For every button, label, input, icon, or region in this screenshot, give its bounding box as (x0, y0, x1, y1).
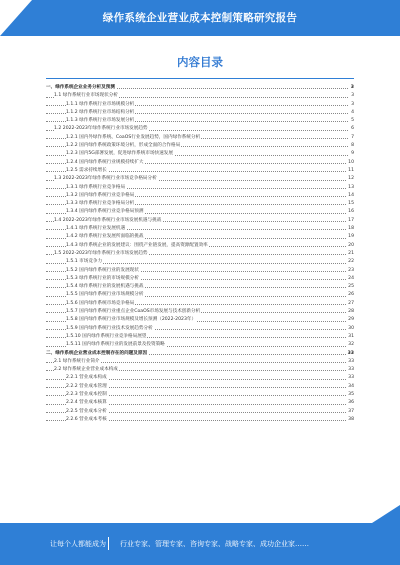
toc-entry-label: 1.5.2 国内绿作系统行业的发展现状 (66, 267, 140, 275)
toc-entry-page: 29 (347, 316, 354, 324)
toc-entry[interactable] (46, 192, 354, 200)
toc-entry-page: 17 (347, 217, 354, 225)
toc-entry-label: 2.2.5 营业成本分析 (66, 408, 108, 416)
toc-entry-label: 1.5.5 国内绿作系统行业市场规模分析 (66, 291, 144, 299)
toc-entry[interactable] (46, 84, 354, 92)
footer-slogan-right: 行业专家、管理专家、咨询专家、战略专家、成功企业家…… (120, 540, 309, 548)
toc-entry-page: 10 (347, 159, 354, 167)
toc-entry-label: 1.3 2022-2023年绿作系统行业市场竞争格局分析 (54, 175, 158, 183)
toc-entry-page: 28 (347, 308, 354, 316)
toc-entry-page: 21 (347, 250, 354, 258)
toc-entry-label: 1.3.1 绿作系统行业竞争格局 (66, 184, 126, 192)
footer-slogan-left: 让每个人都能成为 (50, 540, 106, 548)
toc-entry[interactable] (46, 316, 354, 324)
toc-entry-label: 1.1 绿作系统行业市场现状分析 (54, 92, 119, 100)
toc-entry-page: 33 (347, 366, 354, 374)
toc-entry-page: 36 (347, 399, 354, 407)
toc-entry-label: 2.2.2 营业成本管理 (66, 383, 108, 391)
toc-entry-label: 1.2.1 国内外绿作系统、CoaOS行业发展趋势，国内绿作系统分析 (66, 134, 201, 142)
toc-entry-page: 24 (347, 275, 354, 283)
toc-entry-label: 1.2 2022-2023年绿作系统行业市场发展趋势 (54, 125, 149, 133)
toc-entry-page: 12 (347, 175, 354, 183)
toc-entry-page: 11 (347, 167, 354, 175)
toc-entry[interactable] (46, 374, 354, 382)
toc-entry-page: 9 (350, 150, 354, 158)
toc-entry[interactable] (46, 350, 354, 358)
toc-entry-label: 2.2.1 营业成本构成 (66, 374, 108, 382)
toc-entry-label: 1.2.2 国内绿作系统政策环境分析，形成全面的合作格局 (66, 142, 181, 150)
toc-entry[interactable] (46, 341, 354, 349)
toc-entry-page: 3 (350, 101, 354, 109)
toc-entry-page: 20 (347, 242, 354, 250)
toc-entry-label: 二、绿作系统企业营业成本控制存在的问题及原因 (46, 350, 148, 358)
toc-entry-label: 1.1.3 绿作系统行业市场发展分析 (66, 117, 135, 125)
toc-entry[interactable] (46, 408, 354, 416)
toc-entry-page: 14 (347, 192, 354, 200)
toc-entry[interactable] (46, 134, 354, 142)
toc-entry-label: 2.2.6 营业成本考核 (66, 416, 108, 424)
footer-corner-decoration (372, 505, 400, 523)
toc-entry-page: 19 (347, 233, 354, 241)
toc-entry-page: 37 (347, 408, 354, 416)
toc-entry-page: 8 (350, 142, 354, 150)
toc-entry-label: 1.3.2 国内绿作系统行业竞争格局 (66, 192, 135, 200)
toc-entry-page: 7 (350, 134, 354, 142)
toc-title-rule (46, 78, 354, 79)
footer-divider (108, 537, 109, 550)
toc-entry[interactable] (46, 366, 354, 374)
toc-entry-page: 5 (350, 117, 354, 125)
toc-entry[interactable] (46, 383, 354, 391)
toc-entry-label: 1.1.2 绿作系统行业市场结构分析 (66, 109, 135, 117)
toc-entry-label: 1.1.1 绿作系统行业市场规模分析 (66, 101, 135, 109)
toc-entry-page: 35 (347, 391, 354, 399)
toc-entry[interactable] (46, 308, 354, 316)
toc-entry[interactable] (46, 125, 354, 133)
toc-entry[interactable] (46, 391, 354, 399)
toc-entry-label: 1.5.4 绿作系统行业的发展机遇与挑战 (66, 283, 144, 291)
toc-entry[interactable] (46, 225, 354, 233)
toc-entry-page: 3 (350, 92, 354, 100)
toc-entry[interactable] (46, 416, 354, 424)
toc-entry[interactable] (46, 242, 354, 250)
toc-entry-page: 32 (347, 341, 354, 349)
toc-entry[interactable] (46, 300, 354, 308)
toc-entry-label: 1.3.3 绿作系统行业竞争格局分析 (66, 200, 135, 208)
toc-entry[interactable] (46, 92, 354, 100)
toc-entry-label: 1.2.3 国内5G部署发展，促进绿作系统市场快速发展 (66, 150, 174, 158)
toc-entry-label: 1.2.5 需求持续增长 (66, 167, 108, 175)
toc-entry-label: 1.5.1 市场竞争力 (66, 258, 103, 266)
toc-entry[interactable] (46, 101, 354, 109)
toc-entry-label: 1.4 2022-2023年绿作系统行业市场发展机遇与挑战 (54, 217, 162, 225)
toc-entry-page: 25 (347, 283, 354, 291)
toc-entry[interactable] (46, 399, 354, 407)
toc-entry[interactable] (46, 233, 354, 241)
toc-entry-label: 1.4.1 绿作系统行业发展机遇 (66, 225, 126, 233)
toc-entry[interactable] (46, 267, 354, 275)
toc-entry-label: 1.5.11 国内绿作系统行业的发展前景及投资策略 (66, 341, 166, 349)
toc-entry-page: 6 (350, 125, 354, 133)
toc-entry-page: 34 (347, 383, 354, 391)
toc-entry[interactable] (46, 184, 354, 192)
toc-entry[interactable] (46, 167, 354, 175)
toc-entry[interactable] (46, 109, 354, 117)
toc-entry-page: 4 (350, 109, 354, 117)
toc-entry-label: 1.5.10 国内绿作系统行业竞争格局展望 (66, 333, 147, 341)
toc-entry[interactable] (46, 291, 354, 299)
toc-entry[interactable] (46, 258, 354, 266)
toc-entry-label: 1.2.4 国内绿作系统行业规模持续扩大 (66, 159, 144, 167)
toc-entry-page: 13 (347, 184, 354, 192)
toc-entry-page: 18 (347, 225, 354, 233)
toc-title: 内容目录 (177, 55, 223, 69)
toc-entry-page: 33 (347, 374, 354, 382)
table-of-contents (46, 84, 354, 424)
toc-entry[interactable] (46, 200, 354, 208)
toc-entry[interactable] (46, 217, 354, 225)
toc-entry-label: 一、绿作系统企业业务分析及预测 (46, 84, 116, 92)
toc-entry[interactable] (46, 358, 354, 366)
toc-entry-page: 38 (347, 416, 354, 424)
toc-entry-label: 1.5.3 绿作系统行业的市场规模分析 (66, 275, 140, 283)
toc-entry[interactable] (46, 208, 354, 216)
toc-entry-label: 1.5.6 国内绿作系统市场竞争格局 (66, 300, 135, 308)
toc-entry-label: 1.5.9 国内绿作系统行业技术发展趋势分析 (66, 325, 154, 333)
toc-entry-page: 33 (347, 358, 354, 366)
toc-entry[interactable] (46, 117, 354, 125)
toc-entry-page: 16 (347, 208, 354, 216)
toc-entry[interactable] (46, 250, 354, 258)
document-title: 绿作系统企业营业成本控制策略研究报告 (102, 12, 298, 24)
toc-entry-label: 1.5.7 国内绿作系统行业重点企业CoaOS市场发展与技术创新分析 (66, 308, 201, 316)
toc-entry-page: 30 (347, 325, 354, 333)
toc-entry[interactable] (46, 150, 354, 158)
toc-entry-label: 1.5 2022-2023年绿作系统行业市场发展趋势 (54, 250, 149, 258)
toc-entry-label: 1.5.8 国内绿作系统行业市场规模及增长预测（2022-2023年） (66, 316, 197, 324)
toc-entry-page: 15 (347, 200, 354, 208)
toc-entry[interactable] (46, 283, 354, 291)
toc-entry[interactable] (46, 333, 354, 341)
toc-entry-label: 1.4.3 绿作系统企业的发展建议：围绕产业链发展，提高资源配置效率 (66, 242, 209, 250)
toc-entry-page: 27 (347, 300, 354, 308)
toc-entry-label: 1.3.4 国内绿作系统行业竞争格局预测 (66, 208, 144, 216)
toc-entry-page: 22 (347, 258, 354, 266)
toc-entry-label: 2.2.3 营业成本控制 (66, 391, 108, 399)
toc-entry-label: 2.2 绿作系统企业营业成本构成 (54, 366, 119, 374)
toc-entry-label: 1.4.2 绿作系统行业发展所面临的挑战 (66, 233, 144, 241)
toc-entry-page: 31 (347, 333, 354, 341)
toc-entry[interactable] (46, 159, 354, 167)
toc-entry-label: 2.2.4 营业成本核算 (66, 399, 108, 407)
toc-entry-page: 3 (350, 84, 354, 92)
toc-entry-page: 26 (347, 291, 354, 299)
toc-entry[interactable] (46, 175, 354, 183)
toc-entry-label: 2.1 绿作系统行业简介 (54, 358, 101, 366)
toc-entry[interactable] (46, 325, 354, 333)
toc-entry[interactable] (46, 275, 354, 283)
toc-entry[interactable] (46, 142, 354, 150)
toc-entry-page: 33 (347, 350, 354, 358)
toc-entry-page: 23 (347, 267, 354, 275)
